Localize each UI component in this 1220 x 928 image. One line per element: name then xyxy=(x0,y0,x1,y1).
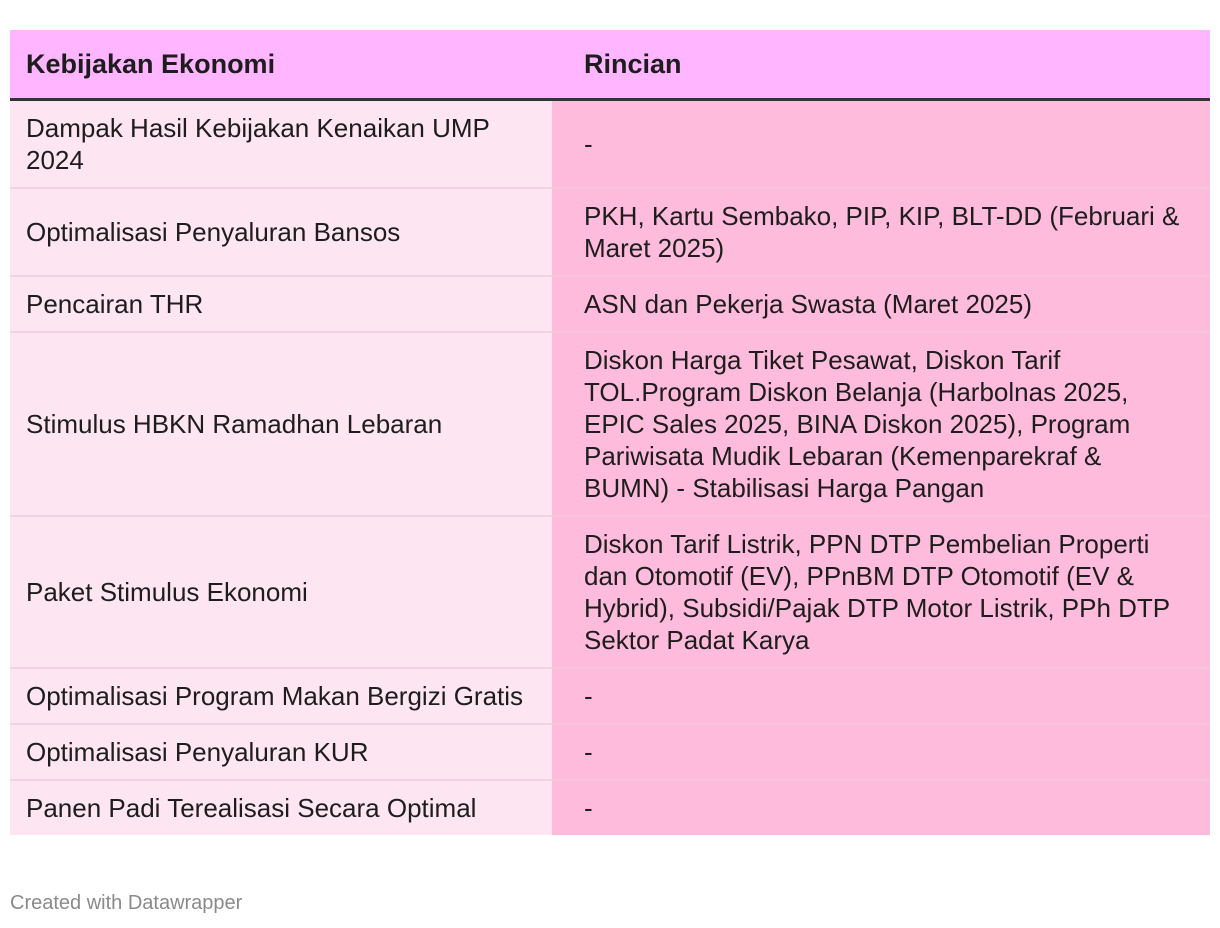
policy-cell: Pencairan THR xyxy=(10,276,552,332)
detail-cell: - xyxy=(552,780,1210,835)
detail-cell: - xyxy=(552,724,1210,780)
policy-table-container xyxy=(10,30,1210,835)
detail-cell: Diskon Harga Tiket Pesawat, Diskon Tarif TOL.Program Diskon Belanja (Harbolnas 2025, EPIC Sales 2025, BINA Diskon 2025), Program Pariwisata Mudik Lebaran (Kemenparekraf & BUMN) - Stabilisasi Harga Pangan xyxy=(552,332,1210,516)
datawrapper-credit[interactable]: Created with Datawrapper xyxy=(10,892,243,914)
table-row xyxy=(10,668,1210,724)
table-row xyxy=(10,276,1210,332)
table-row xyxy=(10,516,1210,668)
policy-cell: Stimulus HBKN Ramadhan Lebaran xyxy=(10,332,552,516)
table-row xyxy=(10,100,1210,189)
table-header-row xyxy=(10,30,1210,100)
detail-cell: - xyxy=(552,668,1210,724)
header-kebijakan-ekonomi[interactable]: Kebijakan Ekonomi xyxy=(10,30,552,100)
policy-cell: Panen Padi Terealisasi Secara Optimal xyxy=(10,780,552,835)
header-rincian[interactable]: Rincian xyxy=(552,30,1210,100)
table-row xyxy=(10,188,1210,276)
policy-cell: Paket Stimulus Ekonomi xyxy=(10,516,552,668)
policy-table xyxy=(10,30,1210,835)
table-row xyxy=(10,724,1210,780)
detail-cell: - xyxy=(552,100,1210,189)
detail-cell: ASN dan Pekerja Swasta (Maret 2025) xyxy=(552,276,1210,332)
detail-cell: Diskon Tarif Listrik, PPN DTP Pembelian Properti dan Otomotif (EV), PPnBM DTP Otomotif (EV & Hybrid), Subsidi/Pajak DTP Motor Listrik, PPh DTP Sektor Padat Karya xyxy=(552,516,1210,668)
detail-cell: PKH, Kartu Sembako, PIP, KIP, BLT-DD (Februari & Maret 2025) xyxy=(552,188,1210,276)
policy-cell: Dampak Hasil Kebijakan Kenaikan UMP 2024 xyxy=(10,100,552,189)
policy-cell: Optimalisasi Penyaluran Bansos xyxy=(10,188,552,276)
table-row xyxy=(10,332,1210,516)
policy-cell: Optimalisasi Penyaluran KUR xyxy=(10,724,552,780)
policy-cell: Optimalisasi Program Makan Bergizi Gratis xyxy=(10,668,552,724)
table-row xyxy=(10,780,1210,835)
